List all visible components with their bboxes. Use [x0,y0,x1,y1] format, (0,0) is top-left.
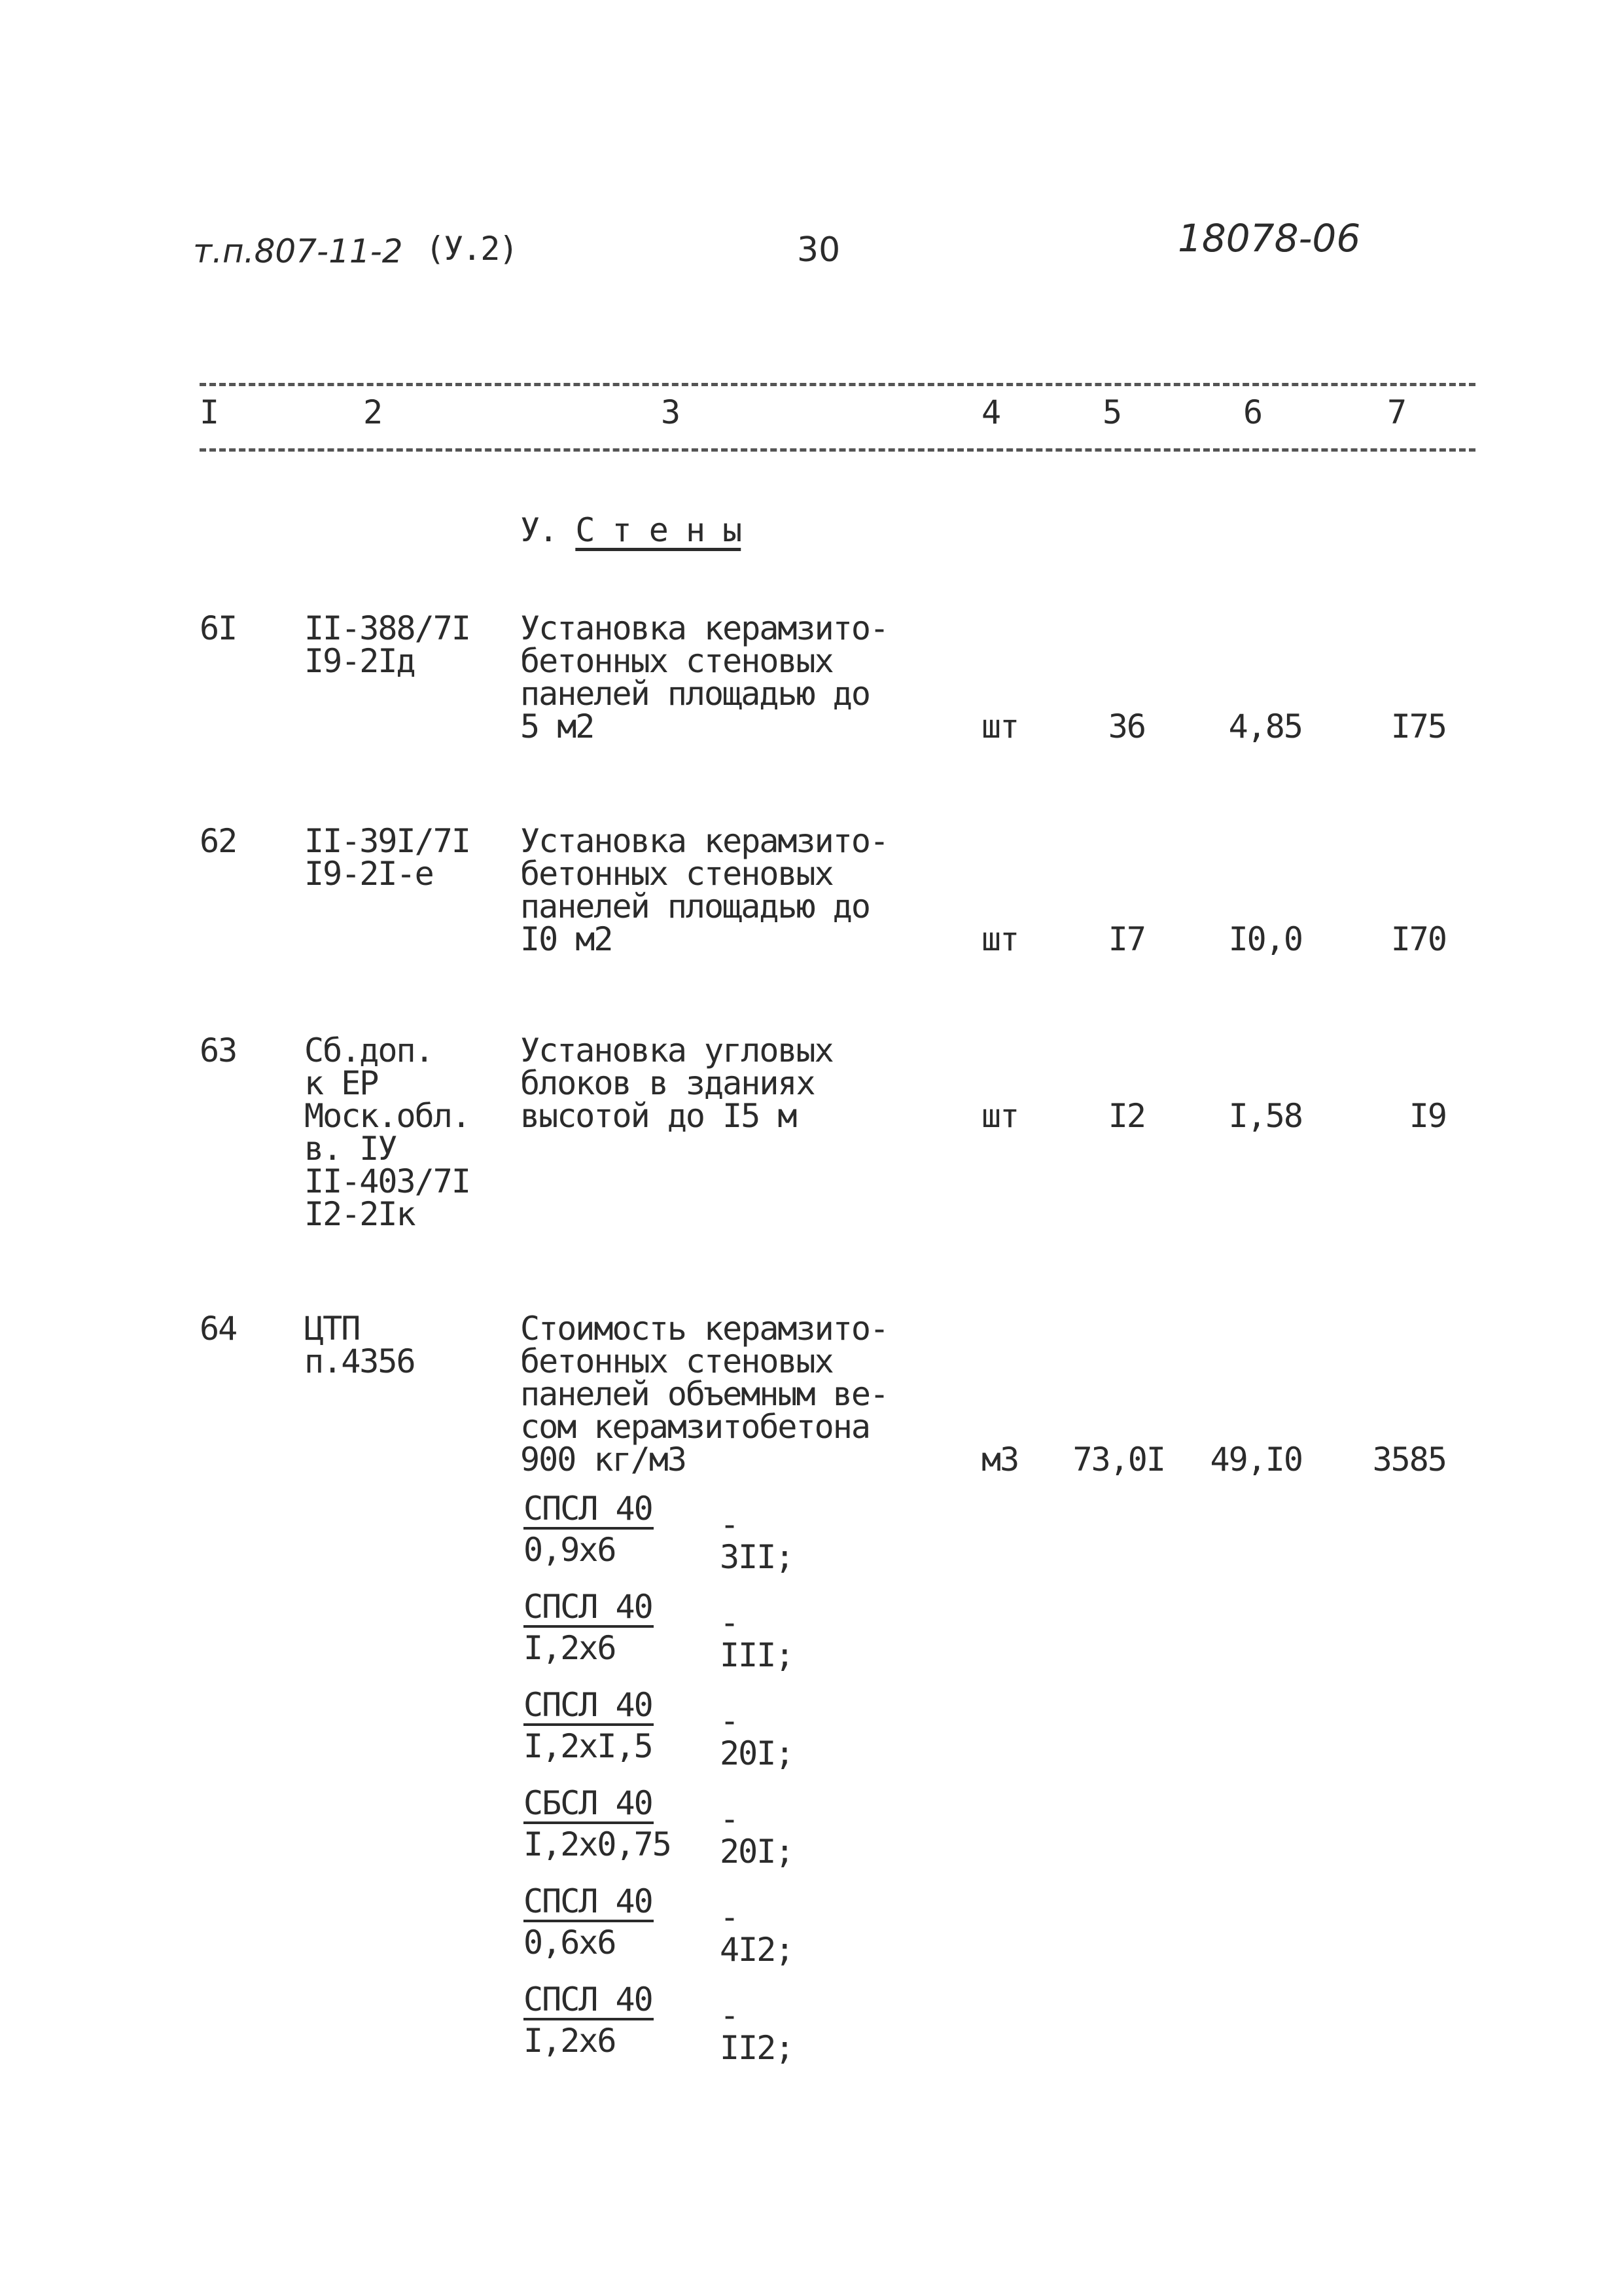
row-63-description [520,1031,833,1135]
row-61-number: 6I [200,609,237,647]
column-header-1: I [200,393,219,431]
row-61-total: I75 [1390,708,1446,745]
description-line: панелей объемным ве- [520,1375,889,1413]
panel-grade: СПСЛ 40 [523,1689,654,1726]
column-header-5: 5 [1103,393,1121,431]
description-line: бетонных стеновых [520,642,833,680]
panel-size: I,2х6 [523,1629,616,1667]
description-line: 5 м2 [520,708,594,745]
panel-size: I,2х0,75 [523,1825,671,1863]
panel-size: I,2хI,5 [523,1727,652,1765]
description-line: панелей площадью до [520,675,870,713]
panel-grade: СБСЛ 40 [523,1787,654,1824]
column-header-6: 6 [1243,393,1262,431]
row-61-description [520,609,889,745]
description-line: панелей площадью до [520,888,870,925]
volume-label: (У.2) [425,230,518,268]
panel-grade: СПСЛ 40 [523,1983,654,2020]
row-62-code [304,822,470,893]
panel-count: - 20I; [720,1800,794,1871]
page-number: 30 [797,230,841,270]
breakdown-item [523,1784,794,1871]
breakdown-item [523,1686,794,1772]
row-62-total: I70 [1390,920,1446,958]
section-heading [520,511,741,549]
row-62-price: I0,0 [1228,920,1302,958]
inventory-stamp: 18078-06 [1178,216,1361,260]
code-line: II-403/7I [304,1162,470,1200]
code-line: I2-2Iк [304,1195,415,1233]
panel-grade: СПСЛ 40 [523,1590,654,1628]
row-63-number: 63 [200,1031,237,1069]
panel-count: - 20I; [720,1702,794,1772]
row-61-code [304,609,470,680]
row-63-quantity: I2 [1108,1097,1145,1135]
description-line: сом керамзитобетона [520,1408,870,1446]
description-line: блоков в зданиях [520,1064,815,1102]
row-64-price: 49,I0 [1210,1441,1302,1479]
code-line: Моск.обл. [304,1097,470,1135]
code-line: в. IУ [304,1130,397,1168]
panel-grade: СПСЛ 40 [523,1492,654,1530]
description-line: бетонных стеновых [520,855,833,893]
description-line: Установка угловых [520,1031,833,1069]
description-line: бетонных стеновых [520,1342,833,1380]
description-line: I0 м2 [520,920,612,958]
row-64-description [520,1310,889,1479]
column-header-7: 7 [1387,393,1406,431]
description-line: 900 кг/м3 [520,1441,686,1479]
row-64-number: 64 [200,1310,237,1348]
code-line: к ЕР [304,1064,378,1102]
code-line: I9-2Iд [304,642,415,680]
row-62-unit: шт [981,920,1019,958]
code-line: ЦТП [304,1310,360,1348]
panel-size: 0,9х6 [523,1531,616,1569]
breakdown-item [523,1882,794,1969]
panel-size: I,2х6 [523,2022,616,2060]
panel-size: 0,6х6 [523,1924,616,1962]
row-61-unit: шт [981,708,1019,745]
description-line: Установка керамзито- [520,609,889,647]
document-reference: т.п.807-11-2 [193,232,403,270]
row-64-unit: м3 [981,1441,1019,1479]
code-line: п.4356 [304,1342,415,1380]
header-rule-bottom [200,448,1475,452]
code-line: I9-2I-е [304,855,433,893]
description-line: Стоимость керамзито- [520,1310,889,1348]
code-line: II-388/7I [304,609,470,647]
row-62-description [520,822,889,958]
breakdown-item [523,1981,794,2067]
panel-count: - 4I2; [720,1898,794,1969]
row-63-price: I,58 [1228,1097,1302,1135]
column-header-4: 4 [981,393,1000,431]
row-61-price: 4,85 [1228,708,1302,745]
row-61-quantity: 36 [1108,708,1145,745]
row-64-code [304,1312,415,1378]
code-line: Сб.доп. [304,1031,433,1069]
row-62-quantity: I7 [1108,920,1145,958]
panel-count: - II2; [720,1996,794,2067]
description-line: Установка керамзито- [520,822,889,860]
section-title: С т е н ы [575,511,741,549]
row-62-number: 62 [200,822,237,860]
row-64-quantity: 73,0I [1072,1441,1165,1479]
panel-count: - III; [720,1604,794,1674]
breakdown-item [523,1588,794,1674]
panel-grade: СПСЛ 40 [523,1885,654,1922]
row-63-unit: шт [981,1097,1019,1135]
description-line: высотой до I5 м [520,1097,796,1135]
column-header-2: 2 [363,393,382,431]
row-63-code [304,1031,470,1233]
header-rule-top [200,383,1475,386]
row-64-total: 3585 [1372,1441,1446,1479]
breakdown-item [523,1490,794,1576]
panel-count: - 3II; [720,1505,794,1576]
column-header-3: 3 [661,393,680,431]
section-number: У. [520,511,557,549]
code-line: II-39I/7I [304,822,470,860]
row-63-total: I9 [1409,1097,1446,1135]
